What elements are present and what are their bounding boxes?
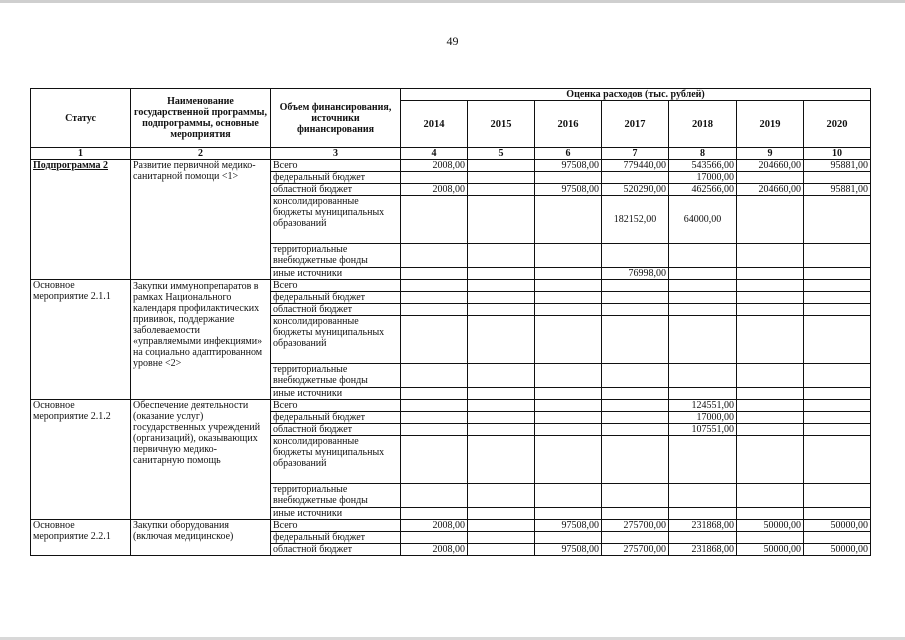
amount-cell (737, 484, 804, 508)
amount-cell (468, 196, 535, 244)
amount-cell (468, 400, 535, 412)
column-index: 4 (401, 148, 468, 160)
amount-cell: 50000,00 (804, 520, 871, 532)
table-row (31, 400, 871, 412)
amount-cell (468, 388, 535, 400)
amount-cell (669, 508, 737, 520)
amount-cell (804, 508, 871, 520)
amount-cell: 50000,00 (737, 520, 804, 532)
amount-cell (468, 292, 535, 304)
amount-cell (669, 532, 737, 544)
header-year: 2015 (468, 101, 535, 148)
amount-cell (535, 424, 602, 436)
amount-cell: 779440,00 (602, 160, 669, 172)
funding-source: иные источники (271, 508, 401, 520)
amount-cell (669, 244, 737, 268)
amount-cell (804, 196, 871, 244)
amount-cell (804, 436, 871, 484)
amount-cell (737, 244, 804, 268)
amount-cell (401, 280, 468, 292)
funding-source: Всего (271, 400, 401, 412)
amount-cell (602, 304, 669, 316)
header-year: 2019 (737, 101, 804, 148)
amount-cell (804, 280, 871, 292)
amount-cell: 462566,00 (669, 184, 737, 196)
amount-cell (804, 316, 871, 364)
column-index: 10 (804, 148, 871, 160)
column-index: 5 (468, 148, 535, 160)
funding-source: Всего (271, 160, 401, 172)
row-program-name: Развитие первичной медико-санитарной помощи <1> (131, 160, 271, 280)
amount-cell (737, 292, 804, 304)
funding-source: территориальные внебюджетные фонды (271, 484, 401, 508)
amount-cell (804, 268, 871, 280)
amount-cell (401, 484, 468, 508)
amount-cell (535, 280, 602, 292)
amount-cell (602, 436, 669, 484)
amount-cell (737, 268, 804, 280)
amount-cell (804, 304, 871, 316)
row-status: Основное мероприятие 2.2.1 (31, 520, 131, 556)
scan-top-edge (0, 0, 905, 3)
amount-cell (804, 172, 871, 184)
amount-cell: 520290,00 (602, 184, 669, 196)
table-body (31, 160, 871, 556)
amount-cell (468, 304, 535, 316)
amount-cell (602, 424, 669, 436)
amount-cell (468, 520, 535, 532)
amount-cell: 231868,00 (669, 520, 737, 532)
amount-cell (468, 532, 535, 544)
amount-cell (602, 244, 669, 268)
funding-source: консолидированные бюджеты муниципальных образований (271, 316, 401, 364)
amount-cell (535, 172, 602, 184)
amount-cell: 97508,00 (535, 544, 602, 556)
amount-cell: 2008,00 (401, 184, 468, 196)
amount-cell (737, 412, 804, 424)
column-index: 8 (669, 148, 737, 160)
amount-cell: 275700,00 (602, 544, 669, 556)
column-index: 2 (131, 148, 271, 160)
header-year: 2020 (804, 101, 871, 148)
amount-cell (468, 244, 535, 268)
column-index: 9 (737, 148, 804, 160)
amount-cell: 64000,00 (669, 196, 737, 244)
amount-cell (737, 424, 804, 436)
amount-cell (804, 532, 871, 544)
amount-cell: 50000,00 (804, 544, 871, 556)
amount-cell (602, 388, 669, 400)
header-year: 2017 (602, 101, 669, 148)
funding-source: областной бюджет (271, 184, 401, 196)
amount-cell (401, 388, 468, 400)
amount-cell: 182152,00 (602, 196, 669, 244)
amount-cell (401, 400, 468, 412)
amount-cell (401, 412, 468, 424)
amount-cell (535, 304, 602, 316)
amount-cell (737, 388, 804, 400)
funding-source: территориальные внебюджетные фонды (271, 244, 401, 268)
amount-cell (669, 388, 737, 400)
amount-cell: 107551,00 (669, 424, 737, 436)
amount-cell (669, 364, 737, 388)
header-program-name: Наименование государственной программы, подпрограммы, основные мероприятия (131, 89, 271, 148)
amount-cell (737, 280, 804, 292)
amount-cell (468, 268, 535, 280)
amount-cell (602, 172, 669, 184)
header-year: 2016 (535, 101, 602, 148)
amount-cell (535, 484, 602, 508)
amount-cell (468, 160, 535, 172)
amount-cell (737, 196, 804, 244)
amount-cell (669, 316, 737, 364)
amount-cell (535, 292, 602, 304)
funding-source: федеральный бюджет (271, 172, 401, 184)
amount-cell (468, 316, 535, 364)
amount-cell (468, 412, 535, 424)
funding-source: Всего (271, 520, 401, 532)
amount-cell (669, 268, 737, 280)
budget-table (30, 88, 871, 556)
amount-cell: 97508,00 (535, 184, 602, 196)
amount-cell (602, 532, 669, 544)
amount-cell (669, 304, 737, 316)
amount-cell (602, 400, 669, 412)
amount-cell: 2008,00 (401, 544, 468, 556)
amount-cell (737, 364, 804, 388)
amount-cell (602, 508, 669, 520)
amount-cell: 95881,00 (804, 184, 871, 196)
amount-cell: 95881,00 (804, 160, 871, 172)
row-program-name: Закупки иммунопрепаратов в рамках Национального календаря профилактических прививок, поддержание заболеваемости «управляемыми инфекциями» на социально адаптированном уровне <2> (131, 280, 271, 400)
amount-cell (804, 484, 871, 508)
amount-cell (535, 388, 602, 400)
funding-source: областной бюджет (271, 544, 401, 556)
amount-cell (401, 532, 468, 544)
amount-cell: 17000,00 (669, 172, 737, 184)
amount-cell (535, 364, 602, 388)
amount-cell (468, 508, 535, 520)
amount-cell (535, 196, 602, 244)
amount-cell (804, 400, 871, 412)
amount-cell: 124551,00 (669, 400, 737, 412)
funding-source: федеральный бюджет (271, 532, 401, 544)
table-row (31, 160, 871, 172)
amount-cell (602, 316, 669, 364)
header-status: Статус (31, 89, 131, 148)
amount-cell (401, 316, 468, 364)
amount-cell (535, 400, 602, 412)
amount-cell: 2008,00 (401, 160, 468, 172)
header-year: 2018 (669, 101, 737, 148)
amount-cell (602, 484, 669, 508)
amount-cell (535, 316, 602, 364)
amount-cell (535, 436, 602, 484)
header-year: 2014 (401, 101, 468, 148)
amount-cell (401, 304, 468, 316)
amount-cell (401, 508, 468, 520)
header-estimate: Оценка расходов (тыс. рублей) (401, 89, 871, 101)
amount-cell (468, 172, 535, 184)
amount-cell (669, 280, 737, 292)
row-status: Основное мероприятие 2.1.1 (31, 280, 131, 400)
funding-source: федеральный бюджет (271, 412, 401, 424)
amount-cell (535, 244, 602, 268)
table-row (31, 520, 871, 532)
funding-source: областной бюджет (271, 304, 401, 316)
column-index: 3 (271, 148, 401, 160)
funding-source: иные источники (271, 388, 401, 400)
amount-cell (401, 292, 468, 304)
funding-source: федеральный бюджет (271, 292, 401, 304)
amount-cell (535, 532, 602, 544)
amount-cell (804, 292, 871, 304)
amount-cell (737, 172, 804, 184)
amount-cell (669, 484, 737, 508)
amount-cell (468, 544, 535, 556)
amount-cell (737, 436, 804, 484)
amount-cell: 543566,00 (669, 160, 737, 172)
amount-cell (401, 172, 468, 184)
amount-cell (468, 280, 535, 292)
amount-cell: 204660,00 (737, 184, 804, 196)
funding-source: консолидированные бюджеты муниципальных образований (271, 436, 401, 484)
amount-cell (737, 304, 804, 316)
amount-cell (602, 364, 669, 388)
row-status: Подпрограмма 2 (31, 160, 131, 280)
amount-cell (535, 412, 602, 424)
amount-cell (737, 400, 804, 412)
amount-cell (804, 412, 871, 424)
amount-cell (669, 292, 737, 304)
amount-cell (602, 280, 669, 292)
amount-cell (804, 244, 871, 268)
amount-cell (669, 436, 737, 484)
table-row (31, 280, 871, 292)
amount-cell: 204660,00 (737, 160, 804, 172)
column-index: 6 (535, 148, 602, 160)
amount-cell (401, 436, 468, 484)
header-volume: Объем финансирования, источники финансирования (271, 89, 401, 148)
amount-cell (535, 268, 602, 280)
funding-source: иные источники (271, 268, 401, 280)
row-program-name: Закупки оборудования (включая медицинское) (131, 520, 271, 556)
amount-cell (468, 184, 535, 196)
amount-cell (401, 196, 468, 244)
amount-cell: 2008,00 (401, 520, 468, 532)
amount-cell (737, 316, 804, 364)
amount-cell: 97508,00 (535, 160, 602, 172)
amount-cell (468, 364, 535, 388)
amount-cell: 275700,00 (602, 520, 669, 532)
amount-cell (401, 424, 468, 436)
amount-cell (602, 412, 669, 424)
amount-cell: 97508,00 (535, 520, 602, 532)
funding-source: областной бюджет (271, 424, 401, 436)
column-index: 7 (602, 148, 669, 160)
amount-cell: 50000,00 (737, 544, 804, 556)
amount-cell (468, 484, 535, 508)
funding-source: территориальные внебюджетные фонды (271, 364, 401, 388)
amount-cell (737, 532, 804, 544)
amount-cell (602, 292, 669, 304)
amount-cell (804, 424, 871, 436)
amount-cell (401, 268, 468, 280)
amount-cell (401, 364, 468, 388)
amount-cell: 76998,00 (602, 268, 669, 280)
column-index-row (31, 148, 871, 160)
amount-cell (804, 388, 871, 400)
funding-source: консолидированные бюджеты муниципальных образований (271, 196, 401, 244)
amount-cell (737, 508, 804, 520)
row-status: Основное мероприятие 2.1.2 (31, 400, 131, 520)
amount-cell (535, 508, 602, 520)
amount-cell (468, 436, 535, 484)
row-program-name: Обеспечение деятельности (оказание услуг) государственных учреждений (организаций), оказывающих первичную медико-санитарную помощь (131, 400, 271, 520)
amount-cell: 231868,00 (669, 544, 737, 556)
amount-cell (401, 244, 468, 268)
amount-cell (804, 364, 871, 388)
amount-cell: 17000,00 (669, 412, 737, 424)
amount-cell (468, 424, 535, 436)
column-index: 1 (31, 148, 131, 160)
funding-source: Всего (271, 280, 401, 292)
page-number: 49 (446, 34, 459, 48)
